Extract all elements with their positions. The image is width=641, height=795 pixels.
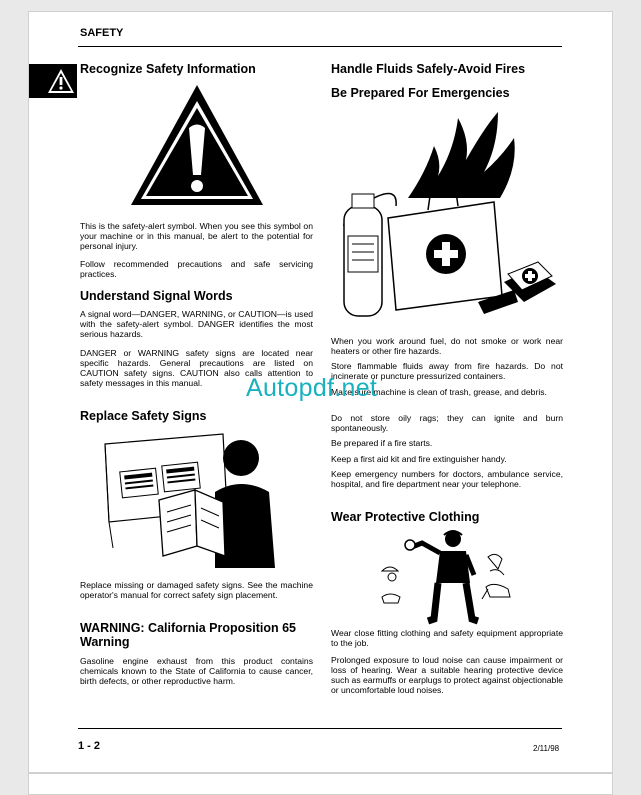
fire-para-2: Store flammable fluids away from fire hazards. Do not incinerate or puncture pressurized containers. [331,361,563,381]
prop65-para: Gasoline engine exhaust from this product contains chemicals known to the State of California to cause cancer, birth defects, or other reproductive harm. [80,656,313,686]
fire-emergency-illustration [338,106,558,326]
section-title: SAFETY [80,27,124,39]
heading-recognize: Recognize Safety Information [80,62,256,76]
signal-para-1: A signal word—DANGER, WARNING, or CAUTION—is used with the safety-alert symbol. DANGER identifies the most serious hazards. [80,309,313,339]
recognize-para-1: This is the safety-alert symbol. When you see this symbol on your machine or in this manual, be alert to the potential for personal injury. [80,221,313,251]
clothing-para-2: Prolonged exposure to loud noise can cause impairment or loss of hearing. Wear a suitable hearing protective device such as earmuffs or earplugs to protect against objectionable or uncomfortable loud noises. [331,655,564,695]
fire-para-6: Keep a first aid kit and fire extinguisher handy. [331,454,507,464]
fire-para-3: Make sure machine is clean of trash, grease, and debris. [331,387,547,397]
heading-replace-signs: Replace Safety Signs [80,409,207,423]
recognize-para-2: Follow recommended precautions and safe servicing practices. [80,259,313,279]
fire-para-1: When you work around fuel, do not smoke or work near heaters or other fire hazards. [331,336,563,356]
fire-para-7: Keep emergency numbers for doctors, ambulance service, hospital, and fire department near your telephone. [331,469,563,489]
page-number: 1 - 2 [78,740,101,752]
safety-tab [29,64,77,98]
heading-clothing: Wear Protective Clothing [331,510,480,524]
replace-signs-illustration [103,430,303,570]
footer-rule [78,728,562,729]
revision-date: 2/11/98 [533,744,560,753]
safety-alert-icon [127,83,267,208]
fire-para-5: Be prepared if a fire starts. [331,438,433,448]
next-page-edge [28,773,613,795]
heading-emergencies: Be Prepared For Emergencies [331,86,510,100]
safety-alert-tab-icon [29,64,77,98]
heading-signal-words: Understand Signal Words [80,289,233,303]
replace-para: Replace missing or damaged safety signs. See the machine operator's manual for correct safety sign placement. [80,580,313,600]
fire-para-4: Do not store oily rags; they can ignite and burn spontaneously. [331,413,563,433]
protective-clothing-illustration [378,527,518,627]
heading-fluids: Handle Fluids Safely-Avoid Fires [331,62,526,76]
watermark: Autopdf.net [246,374,378,402]
heading-prop65: WARNING: California Proposition 65 Warning [80,621,296,649]
clothing-para-1: Wear close fitting clothing and safety equipment appropriate to the job. [331,628,563,648]
header-rule [78,46,562,47]
signal-para-2: DANGER or WARNING safety signs are located near specific hazards. General precautions are listed on CAUTION safety signs. CAUTION also calls attention to safety messages in this manual. [80,348,313,388]
